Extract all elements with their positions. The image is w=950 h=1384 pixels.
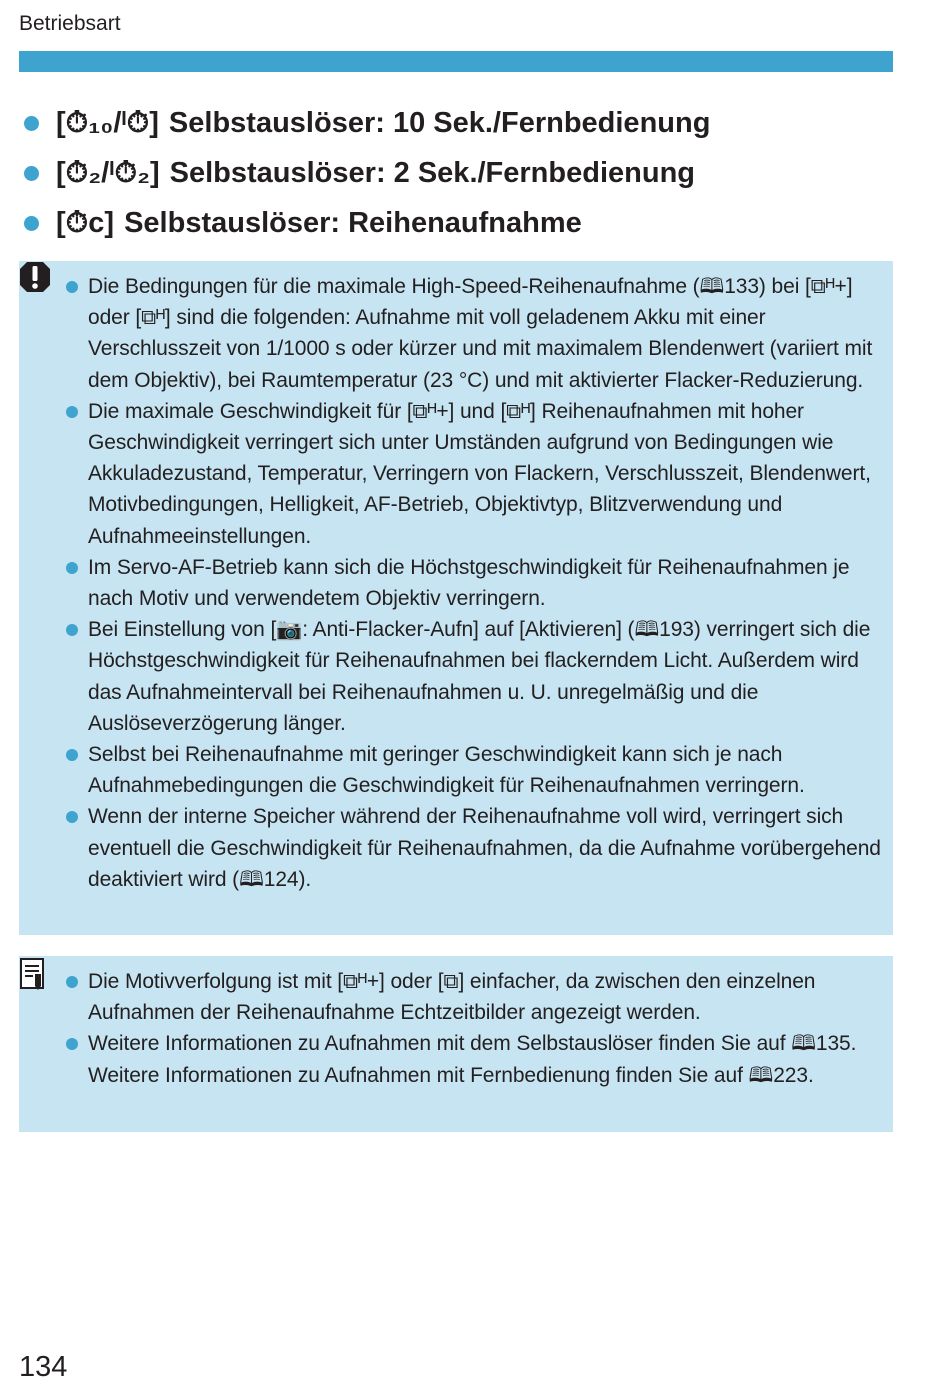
headings bbox=[19, 98, 899, 248]
bullet-icon bbox=[24, 116, 39, 131]
self-timer-10s-icon: [⏱₁₀/ᴵ⏱] bbox=[56, 106, 159, 139]
caution-icon bbox=[19, 261, 51, 293]
list-item: Im Servo-AF-Betrieb kann sich die Höchstgeschwindigkeit für Reihenaufnahmen je nach Motiv und verwendetem Objektiv verringern. bbox=[64, 552, 884, 614]
self-timer-continuous-icon: [⏱c] bbox=[56, 206, 115, 239]
page-number: 134 bbox=[19, 1351, 68, 1383]
caution-list bbox=[64, 271, 884, 895]
heading-self-timer-2s bbox=[19, 148, 899, 198]
memo-icon bbox=[19, 956, 49, 992]
list-item: Bei Einstellung von [📷: Anti-Flacker-Aufn] auf [Aktivieren] (🕮193) verringert sich die Höchstgeschwindigkeit für Reihenaufnahmen bei flackerndem Licht. Außerdem wird das Aufnahmeintervall bei Reihenaufnahmen u. U. unregelmäßig und die Auslöseverzögerung länger. bbox=[64, 614, 884, 739]
note-box bbox=[19, 956, 893, 1132]
heading-text: Selbstauslöser: 2 Sek./Fernbedienung bbox=[169, 156, 695, 189]
heading-self-timer-10s bbox=[19, 98, 899, 148]
bullet-icon bbox=[24, 166, 39, 181]
self-timer-2s-icon: [⏱₂/ᴵ⏱₂] bbox=[56, 156, 160, 189]
heading-text: Selbstauslöser: 10 Sek./Fernbedienung bbox=[168, 106, 711, 139]
list-item: Die maximale Geschwindigkeit für [⧉ᴴ+] und [⧉ᴴ] Reihenaufnahmen mit hoher Geschwindigkeit verringert sich unter Umständen aufgrund von Bedingungen wie Akkuladezustand, Temperatur, Verringern von Flackern, Verschlusszeit, Blendenwert, Motivbedingungen, Helligkeit, AF-Betrieb, Objektivtyp, Blitzverwendung und Aufnahmeeinstellungen. bbox=[64, 396, 884, 552]
list-item: Die Bedingungen für die maximale High-Speed-Reihenaufnahme (🕮133) bei [⧉ᴴ+] oder [⧉ᴴ] sind die folgenden: Aufnahme mit voll geladenem Akku mit einer Verschlusszeit von 1/1000 s oder kürzer und mit maximalem Blendenwert (variiert mit dem Objektiv), bei Raumtemperatur (23 °C) und mit aktivierter Flacker-Reduzierung. bbox=[64, 271, 884, 396]
bullet-icon bbox=[24, 216, 39, 231]
caution-box bbox=[19, 261, 893, 935]
heading-self-timer-continuous bbox=[19, 198, 899, 248]
list-item: Weitere Informationen zu Aufnahmen mit dem Selbstauslöser finden Sie auf 🕮135. Weitere Informationen zu Aufnahmen mit Fernbedienung finden Sie auf 🕮223. bbox=[64, 1028, 884, 1090]
list-item: Die Motivverfolgung ist mit [⧉ᴴ+] oder [⧉] einfacher, da zwischen den einzelnen Aufnahmen der Reihenaufnahme Echtzeitbilder angezeigt werden. bbox=[64, 966, 884, 1028]
header-bar bbox=[19, 51, 893, 72]
heading-text: Selbstauslöser: Reihenaufnahme bbox=[124, 206, 582, 239]
section-title: Betriebsart bbox=[19, 12, 121, 35]
note-list bbox=[64, 966, 884, 1091]
list-item: Selbst bei Reihenaufnahme mit geringer Geschwindigkeit kann sich je nach Aufnahmebedingungen die Geschwindigkeit für Reihenaufnahmen verringern. bbox=[64, 739, 884, 801]
list-item: Wenn der interne Speicher während der Reihenaufnahme voll wird, verringert sich eventuell die Geschwindigkeit für Reihenaufnahmen, da die Aufnahme vorübergehend deaktiviert wird (🕮124). bbox=[64, 801, 884, 895]
